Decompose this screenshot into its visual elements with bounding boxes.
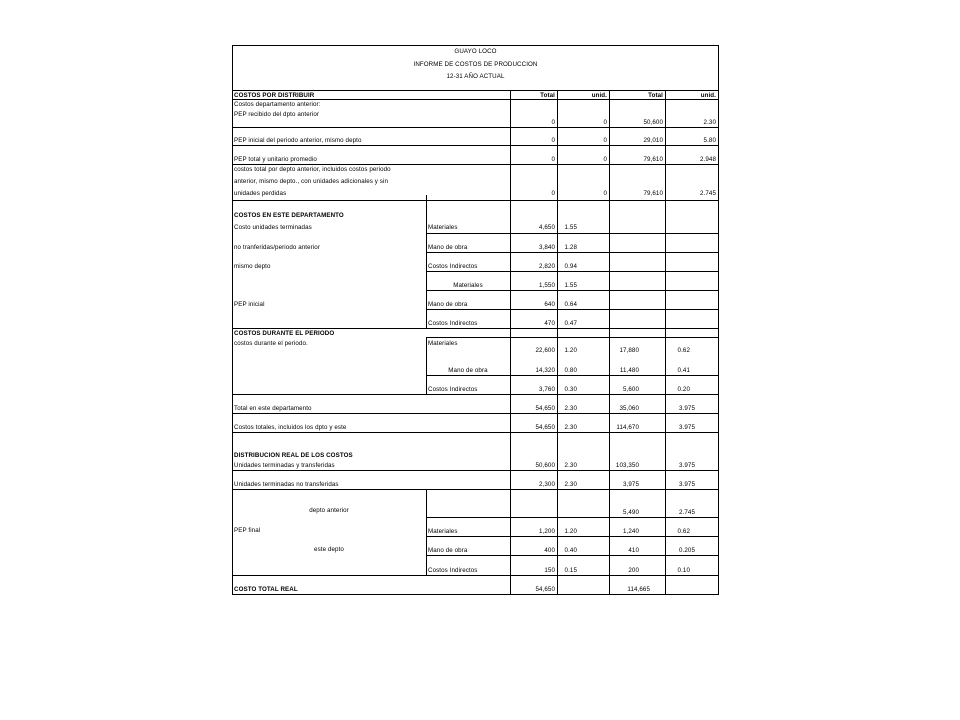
cell: 0 <box>603 119 607 126</box>
row-label: anterior, mismo depto., con unidades adicionales y sin <box>234 178 388 185</box>
category-label: Costos Indirectos <box>428 567 478 574</box>
cell: 0 <box>603 137 607 144</box>
cell: 4,650 <box>539 224 555 231</box>
cell: 2.30 <box>564 462 577 469</box>
row-label: Costo unidades terminadas <box>234 224 312 231</box>
cell: 0.15 <box>564 567 577 574</box>
category-label: Materiales <box>453 282 483 289</box>
cell: 0 <box>551 137 555 144</box>
section-title: COSTOS DURANTE EL PERIODO <box>234 330 335 337</box>
category-label: Costos Indirectos <box>428 320 478 327</box>
cell: 1.20 <box>564 528 577 535</box>
cell: 200 <box>628 567 639 574</box>
cell: 1.55 <box>564 282 577 289</box>
cell: 50,600 <box>643 119 663 126</box>
cell: 22,600 <box>535 347 555 354</box>
cell: 0.62 <box>677 347 690 354</box>
cell: 0.41 <box>677 367 690 374</box>
category-label: Mano de obra <box>428 301 468 308</box>
category-label: Materiales <box>428 528 458 535</box>
cell: 54,650 <box>535 424 555 431</box>
cell: 0.64 <box>564 301 577 308</box>
cell: 11,480 <box>619 367 639 374</box>
col-header: unid. <box>591 92 607 99</box>
row-label: este depto <box>314 546 344 553</box>
cell: 29,010 <box>643 137 663 144</box>
cell: 1,550 <box>539 282 555 289</box>
cell: 2,820 <box>539 263 555 270</box>
cell: 470 <box>544 320 555 327</box>
cell: 0 <box>551 119 555 126</box>
row-label: PEP final <box>234 527 261 534</box>
cell: 54,650 <box>535 586 555 593</box>
cell: 2,300 <box>539 481 555 488</box>
cell: 0.10 <box>677 567 690 574</box>
cell: 79,610 <box>643 190 663 197</box>
production-cost-report <box>232 45 719 595</box>
cell: 1.55 <box>564 224 577 231</box>
row-label: mismo depto <box>234 263 271 270</box>
cell: 2.30 <box>564 424 577 431</box>
cell: 5,490 <box>623 509 639 516</box>
row-label: Unidades terminadas y transferidas <box>234 462 335 469</box>
cell: 0.94 <box>564 263 577 270</box>
cell: 400 <box>544 547 555 554</box>
cell: 50,600 <box>535 462 555 469</box>
cell: 0.20 <box>677 386 690 393</box>
section-title: DISTRIBUCION REAL DE LOS COSTOS <box>234 452 353 459</box>
cell: 3,840 <box>539 244 555 251</box>
cell: 2.30 <box>703 119 716 126</box>
row-label: costos durante el periodo. <box>234 340 308 347</box>
cell: 3.975 <box>679 481 695 488</box>
report-title: INFORME DE COSTOS DE PRODUCCION <box>413 61 538 68</box>
row-label: unidades perdidas <box>234 190 287 197</box>
row-label: Costos totales, incluidos los dpto y este <box>234 424 347 431</box>
category-label: Mano de obra <box>428 244 468 251</box>
row-label: Unidades terminadas no transferidas <box>234 481 339 488</box>
cell: 54,650 <box>535 405 555 412</box>
cell: 2.30 <box>564 481 577 488</box>
row-label: Costos departamento anterior: <box>234 101 321 108</box>
cell: 3,975 <box>623 481 639 488</box>
cell: 0 <box>551 156 555 163</box>
col-header: Total <box>648 92 663 99</box>
cell: 114,670 <box>616 424 639 431</box>
cell: 1.28 <box>564 244 577 251</box>
report-date: 12-31 AÑO ACTUAL <box>446 73 505 80</box>
row-label: costos total por depto anterior, incluidos costos periodo <box>234 166 391 173</box>
cell: 2.30 <box>564 405 577 412</box>
category-label: Costos Indirectos <box>428 386 478 393</box>
cell: 3.975 <box>679 462 695 469</box>
cell: 3.975 <box>679 405 695 412</box>
cell: 0 <box>551 190 555 197</box>
cell: 103,350 <box>615 462 639 469</box>
col-header: Total <box>540 92 555 99</box>
company-name: GUAYO LOCO <box>454 48 497 55</box>
cell: 79,610 <box>643 156 663 163</box>
cell: 0.47 <box>564 320 577 327</box>
section-title: COSTOS POR DISTRIBUIR <box>234 92 315 99</box>
cell: 5,600 <box>623 386 639 393</box>
cell: 150 <box>544 567 555 574</box>
row-label: depto anterior <box>309 507 349 514</box>
cell: 410 <box>628 547 639 554</box>
cell: 5.80 <box>703 137 716 144</box>
row-label: PEP inicial del periodo anterior, mismo depto <box>234 137 362 144</box>
cell: 0.40 <box>564 547 577 554</box>
cell: 0 <box>603 156 607 163</box>
cell: 0.205 <box>679 547 695 554</box>
border-bottom <box>232 594 719 595</box>
cell: 2.745 <box>700 190 716 197</box>
col-header: unid. <box>700 92 716 99</box>
section-title: COSTOS EN ESTE DEPARTAMENTO <box>234 212 344 219</box>
row-label: no tranferidas/periodo anterior <box>234 244 320 251</box>
category-label: Materiales <box>428 224 458 231</box>
cell: 3.975 <box>679 424 695 431</box>
cell: 2.948 <box>700 156 716 163</box>
cell: 3,760 <box>539 386 555 393</box>
category-label: Mano de obra <box>448 367 488 374</box>
cell: 1,200 <box>539 528 555 535</box>
cell: 640 <box>544 301 555 308</box>
cell: 0.30 <box>564 386 577 393</box>
border-top <box>232 45 719 46</box>
cell: 1,240 <box>623 528 639 535</box>
cell: 1.20 <box>564 347 577 354</box>
cell: 35,060 <box>619 405 639 412</box>
cell: 0.62 <box>677 528 690 535</box>
cell: 0 <box>603 190 607 197</box>
row-label: PEP inicial <box>234 301 265 308</box>
cell: 17,880 <box>619 347 639 354</box>
row-label: PEP total y unitario promedio <box>234 156 317 163</box>
category-label: Materiales <box>428 340 458 347</box>
cell: 2.745 <box>679 509 695 516</box>
cell: 114,665 <box>627 586 650 593</box>
category-label: Mano de obra <box>428 547 468 554</box>
row-label: Total en este departamento <box>234 405 312 412</box>
row-label: PEP recibido del dpto anterior <box>234 111 320 118</box>
cell: 0.80 <box>564 367 577 374</box>
category-label: Costos Indirectos <box>428 263 478 270</box>
cell: 14,320 <box>535 367 555 374</box>
total-label: COSTO TOTAL REAL <box>234 586 298 593</box>
